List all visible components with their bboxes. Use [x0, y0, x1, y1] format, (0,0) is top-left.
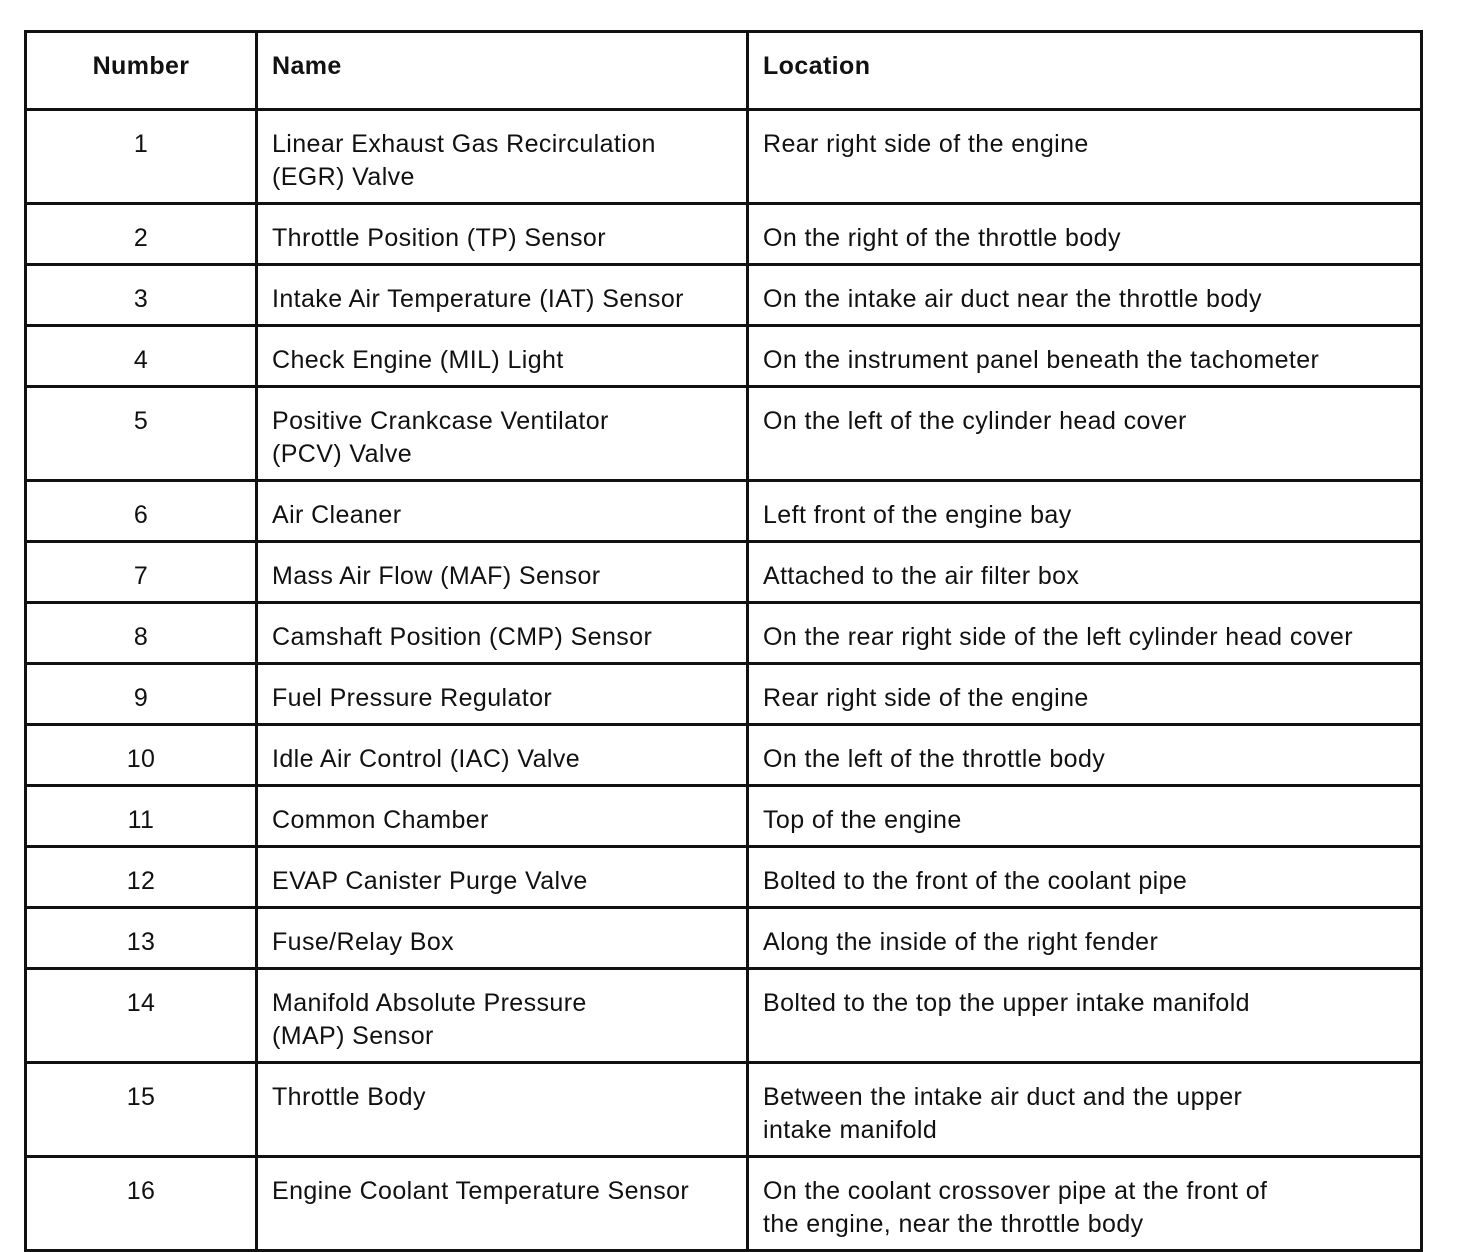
header-number: Number [26, 32, 257, 110]
cell-number: 11 [26, 786, 257, 847]
cell-name [257, 387, 748, 481]
cell-location [748, 1157, 1422, 1251]
location-line: Rear right side of the engine [763, 684, 1089, 712]
cell-number: 13 [26, 908, 257, 969]
name-line: EVAP Canister Purge Valve [272, 867, 588, 895]
cell-name [257, 265, 748, 326]
cell-name [257, 969, 748, 1063]
cell-location [748, 387, 1422, 481]
table-header-row [26, 32, 1422, 110]
cell-location [748, 786, 1422, 847]
table-row [26, 110, 1422, 204]
name-line: (MAP) Sensor [272, 1022, 434, 1050]
cell-location [748, 481, 1422, 542]
name-line: Mass Air Flow (MAF) Sensor [272, 562, 601, 590]
document-page [24, 30, 1420, 1252]
cell-name [257, 603, 748, 664]
location-line: Bolted to the top the upper intake manifold [763, 989, 1250, 1017]
cell-location [748, 908, 1422, 969]
component-location-table [24, 30, 1423, 1252]
table-row [26, 204, 1422, 265]
table-row [26, 969, 1422, 1063]
location-line: On the right of the throttle body [763, 224, 1121, 252]
location-line: Bolted to the front of the coolant pipe [763, 867, 1188, 895]
cell-name [257, 204, 748, 265]
cell-location [748, 326, 1422, 387]
cell-name [257, 725, 748, 786]
cell-number: 10 [26, 725, 257, 786]
table-row [26, 847, 1422, 908]
location-line: On the instrument panel beneath the tachometer [763, 346, 1320, 374]
header-name: Name [257, 32, 748, 110]
name-line: Linear Exhaust Gas Recirculation [272, 130, 656, 158]
cell-name [257, 1063, 748, 1157]
name-line: Intake Air Temperature (IAT) Sensor [272, 285, 684, 313]
cell-name [257, 542, 748, 603]
cell-number: 8 [26, 603, 257, 664]
cell-number: 12 [26, 847, 257, 908]
cell-number: 14 [26, 969, 257, 1063]
cell-number: 6 [26, 481, 257, 542]
table-row [26, 664, 1422, 725]
name-line: Fuse/Relay Box [272, 928, 455, 956]
table-row [26, 725, 1422, 786]
location-line: Along the inside of the right fender [763, 928, 1159, 956]
header-location: Location [748, 32, 1422, 110]
cell-name [257, 110, 748, 204]
cell-name [257, 481, 748, 542]
name-line: Positive Crankcase Ventilator [272, 407, 609, 435]
cell-location [748, 265, 1422, 326]
name-line: Common Chamber [272, 806, 489, 834]
name-line: Idle Air Control (IAC) Valve [272, 745, 581, 773]
cell-number: 15 [26, 1063, 257, 1157]
table-row [26, 1157, 1422, 1251]
location-line: intake manifold [763, 1116, 938, 1144]
cell-name [257, 786, 748, 847]
cell-number: 2 [26, 204, 257, 265]
table-row [26, 265, 1422, 326]
name-line: Check Engine (MIL) Light [272, 346, 564, 374]
cell-location [748, 847, 1422, 908]
location-line: On the intake air duct near the throttle body [763, 285, 1262, 313]
cell-location [748, 603, 1422, 664]
name-line: Fuel Pressure Regulator [272, 684, 553, 712]
table-row [26, 326, 1422, 387]
cell-location [748, 542, 1422, 603]
table-row [26, 542, 1422, 603]
table-row [26, 908, 1422, 969]
location-line: Between the intake air duct and the upper [763, 1083, 1243, 1111]
name-line: Engine Coolant Temperature Sensor [272, 1177, 690, 1205]
location-line: the engine, near the throttle body [763, 1210, 1144, 1238]
table-row [26, 603, 1422, 664]
cell-number: 3 [26, 265, 257, 326]
name-line: Manifold Absolute Pressure [272, 989, 587, 1017]
table-row [26, 1063, 1422, 1157]
location-line: Left front of the engine bay [763, 501, 1072, 529]
cell-number: 16 [26, 1157, 257, 1251]
cell-number: 1 [26, 110, 257, 204]
name-line: (EGR) Valve [272, 163, 415, 191]
name-line: (PCV) Valve [272, 440, 413, 468]
cell-location [748, 725, 1422, 786]
cell-number: 5 [26, 387, 257, 481]
table-row [26, 786, 1422, 847]
location-line: Top of the engine [763, 806, 962, 834]
cell-number: 9 [26, 664, 257, 725]
cell-location [748, 1063, 1422, 1157]
cell-name [257, 847, 748, 908]
cell-name [257, 1157, 748, 1251]
cell-location [748, 204, 1422, 265]
location-line: On the left of the cylinder head cover [763, 407, 1187, 435]
cell-number: 4 [26, 326, 257, 387]
location-line: On the coolant crossover pipe at the front of [763, 1177, 1268, 1205]
cell-name [257, 326, 748, 387]
location-line: On the rear right side of the left cylinder head cover [763, 623, 1353, 651]
cell-location [748, 969, 1422, 1063]
location-line: Attached to the air filter box [763, 562, 1080, 590]
location-line: On the left of the throttle body [763, 745, 1106, 773]
cell-name [257, 664, 748, 725]
cell-location [748, 664, 1422, 725]
table-row [26, 387, 1422, 481]
name-line: Throttle Body [272, 1083, 426, 1111]
table-body [26, 110, 1422, 1251]
location-line: Rear right side of the engine [763, 130, 1089, 158]
cell-name [257, 908, 748, 969]
name-line: Throttle Position (TP) Sensor [272, 224, 606, 252]
name-line: Air Cleaner [272, 501, 402, 529]
cell-number: 7 [26, 542, 257, 603]
name-line: Camshaft Position (CMP) Sensor [272, 623, 653, 651]
table-row [26, 481, 1422, 542]
cell-location [748, 110, 1422, 204]
